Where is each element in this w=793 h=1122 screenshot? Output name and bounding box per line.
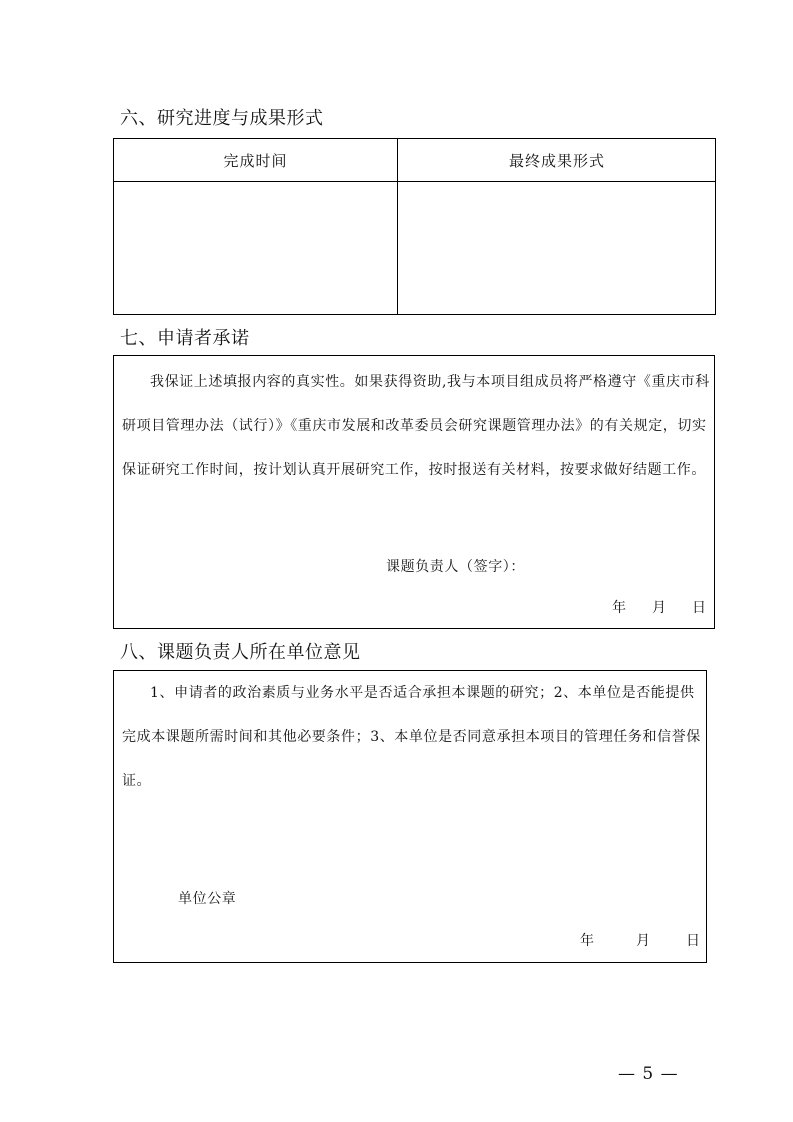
commitment-text: 我保证上述填报内容的真实性。如果获得资助,我与本项目组成员将严格遵守《重庆市科研项目管理办法（试行）》《重庆市发展和改革委员会研究课题管理办法》的有关规定，切实保证研究工作时间，按计划认真开展研究工作，按时报送有关材料，按要求做好结题工作。 [122,374,710,478]
unit-date-day: 日 [686,933,700,949]
date-month: 月 [652,600,666,616]
signature-label: 课题负责人（签字）： [386,559,525,575]
section-seven-title: 七、申请者承诺 [120,328,250,349]
completion-time-cell[interactable] [114,182,397,314]
unit-date-month: 月 [636,933,650,949]
section-six-title: 六、研究进度与成果形式 [120,108,324,129]
column-header-completion-time: 完成时间 [223,151,288,170]
date-day: 日 [692,600,706,616]
column-header-final-outcome: 最终成果形式 [508,151,605,170]
final-outcome-cell[interactable] [398,182,716,314]
date-year: 年 [612,600,626,616]
section-eight-title: 八、课题负责人所在单位意见 [120,642,361,663]
page-number: — 5 — [618,1064,679,1084]
unit-opinion-text: 1、申请者的政治素质与业务水平是否适合承担本课题的研究；2、本单位是否能提供完成本课题所需时间和其他必要条件；3、本单位是否同意承担本项目的管理任务和信誉保证。 [122,685,701,789]
unit-seal-label: 单位公章 [178,891,237,907]
commitment-box [113,355,715,629]
unit-date-year: 年 [580,933,594,949]
progress-table [113,138,716,315]
unit-opinion-box [113,670,707,963]
